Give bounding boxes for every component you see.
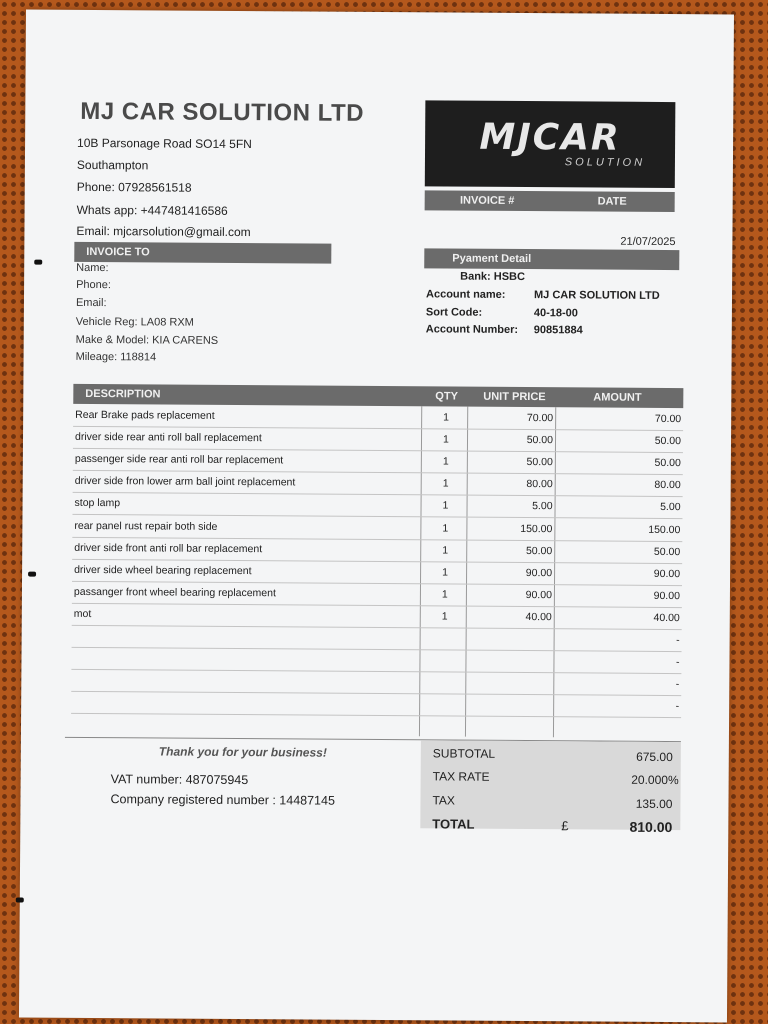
account-number-value: 90851884 bbox=[533, 324, 583, 337]
total-value: 810.00 bbox=[629, 818, 673, 836]
item-qty: 1 bbox=[442, 499, 449, 512]
item-amount: 90.00 bbox=[653, 567, 681, 581]
thank-you-message: Thank you for your business! bbox=[158, 744, 327, 760]
item-description: driver side fron lower arm ball joint replacement bbox=[74, 474, 296, 489]
account-name-label: Account name: bbox=[425, 288, 506, 301]
payment-detail-bar bbox=[424, 248, 679, 270]
item-unit-price: 50.00 bbox=[526, 456, 553, 469]
header-amount: AMOUNT bbox=[593, 391, 642, 404]
item-unit-price: 50.00 bbox=[525, 545, 553, 558]
invoice-to-title: INVOICE TO bbox=[86, 245, 150, 259]
item-description: driver side rear anti roll ball replacement bbox=[74, 430, 262, 445]
vat-number: VAT number: 487075945 bbox=[110, 772, 249, 788]
item-unit-price: 70.00 bbox=[526, 412, 554, 425]
company-whatsapp: Whats app: +447481416586 bbox=[76, 202, 228, 218]
logo-main-text: MJCAR bbox=[479, 116, 621, 159]
customer-email: Email: bbox=[75, 296, 107, 310]
item-qty: 1 bbox=[442, 433, 449, 446]
date-label: DATE bbox=[597, 195, 627, 208]
tax-label: TAX bbox=[432, 793, 455, 808]
payment-detail-title: Pyament Detail bbox=[452, 252, 532, 266]
company-logo bbox=[425, 100, 676, 188]
item-unit-price: 5.00 bbox=[532, 500, 553, 513]
item-description: driver side wheel bearing replacement bbox=[74, 563, 252, 578]
item-qty: 1 bbox=[443, 411, 450, 424]
company-registered-number: Company registered number : 14487145 bbox=[110, 792, 335, 808]
item-amount: 5.00 bbox=[660, 500, 681, 514]
item-amount: 70.00 bbox=[654, 412, 682, 426]
item-amount: 50.00 bbox=[654, 456, 681, 470]
items-table bbox=[71, 404, 683, 738]
tax-rate-label: TAX RATE bbox=[432, 769, 490, 784]
item-unit-price: 90.00 bbox=[525, 589, 552, 602]
logo-sub-text: SOLUTION bbox=[564, 156, 646, 169]
item-amount: 50.00 bbox=[654, 434, 682, 448]
mileage: Mileage: 118814 bbox=[75, 350, 157, 364]
invoice-number-date-bar bbox=[425, 190, 675, 212]
punch-mark bbox=[16, 897, 24, 902]
customer-name: Name: bbox=[76, 261, 109, 275]
item-amount: 40.00 bbox=[653, 611, 680, 625]
item-description: mot bbox=[73, 607, 92, 620]
sort-code-label: Sort Code: bbox=[425, 306, 483, 319]
item-qty: 1 bbox=[442, 455, 449, 468]
customer-phone: Phone: bbox=[76, 278, 112, 292]
company-city: Southampton bbox=[76, 157, 149, 173]
invoice-to-bar bbox=[74, 242, 331, 264]
punch-mark bbox=[34, 260, 42, 265]
item-amount: 50.00 bbox=[653, 545, 681, 559]
company-name: MJ CAR SOLUTION LTD bbox=[80, 97, 365, 127]
item-qty: 1 bbox=[442, 544, 449, 557]
item-description: stop lamp bbox=[74, 496, 121, 510]
item-amount: - bbox=[675, 656, 680, 669]
tax-value: 135.00 bbox=[635, 796, 673, 812]
header-unit-price: UNIT PRICE bbox=[483, 390, 546, 404]
item-amount: 90.00 bbox=[653, 589, 680, 603]
item-amount: 150.00 bbox=[648, 523, 681, 537]
company-email: Email: mjcarsolution@gmail.com bbox=[76, 223, 251, 240]
subtotal-label: SUBTOTAL bbox=[432, 746, 496, 761]
invoice-number-label: INVOICE # bbox=[459, 194, 515, 207]
total-label: TOTAL bbox=[432, 816, 475, 832]
bank-name: Bank: HSBC bbox=[460, 270, 525, 284]
item-unit-price: 150.00 bbox=[520, 522, 553, 536]
vehicle-reg: Vehicle Reg: LA08 RXM bbox=[75, 315, 194, 329]
item-description: passenger side rear anti roll bar replacement bbox=[74, 452, 284, 467]
tax-rate-value: 20.000% bbox=[631, 772, 679, 788]
item-qty: 1 bbox=[441, 610, 448, 623]
punch-mark bbox=[28, 572, 36, 577]
item-description: rear panel rust repair both side bbox=[74, 519, 218, 533]
item-amount: - bbox=[675, 700, 680, 713]
sort-code-value: 40-18-00 bbox=[533, 307, 578, 320]
item-description: driver side front anti roll bar replacement bbox=[74, 541, 263, 556]
header-description: DESCRIPTION bbox=[85, 387, 161, 401]
item-qty: 1 bbox=[442, 566, 448, 579]
item-amount: - bbox=[675, 678, 680, 691]
item-description: passanger front wheel bearing replacement bbox=[73, 585, 276, 600]
company-address: 10B Parsonage Road SO14 5FN bbox=[77, 135, 252, 152]
company-phone: Phone: 07928561518 bbox=[76, 179, 192, 195]
make-model: Make & Model: KIA CARENS bbox=[75, 333, 219, 347]
item-amount: 80.00 bbox=[654, 478, 681, 492]
item-qty: 1 bbox=[441, 588, 448, 601]
invoice-paper bbox=[19, 10, 734, 1023]
item-qty: 1 bbox=[442, 522, 449, 535]
account-number-label: Account Number: bbox=[425, 323, 519, 336]
item-amount: - bbox=[676, 634, 680, 647]
currency-symbol: £ bbox=[561, 818, 569, 834]
item-unit-price: 40.00 bbox=[525, 611, 552, 624]
item-unit-price: 50.00 bbox=[526, 434, 554, 447]
header-qty: QTY bbox=[435, 390, 458, 403]
invoice-date: 21/07/2025 bbox=[620, 235, 676, 249]
item-description: Rear Brake pads replacement bbox=[75, 408, 215, 422]
account-name-value: MJ CAR SOLUTION LTD bbox=[533, 289, 660, 302]
table-row bbox=[71, 691, 681, 718]
subtotal-value: 675.00 bbox=[636, 749, 673, 765]
item-qty: 1 bbox=[442, 477, 449, 490]
item-unit-price: 80.00 bbox=[526, 478, 553, 491]
item-unit-price: 90.00 bbox=[525, 567, 553, 580]
